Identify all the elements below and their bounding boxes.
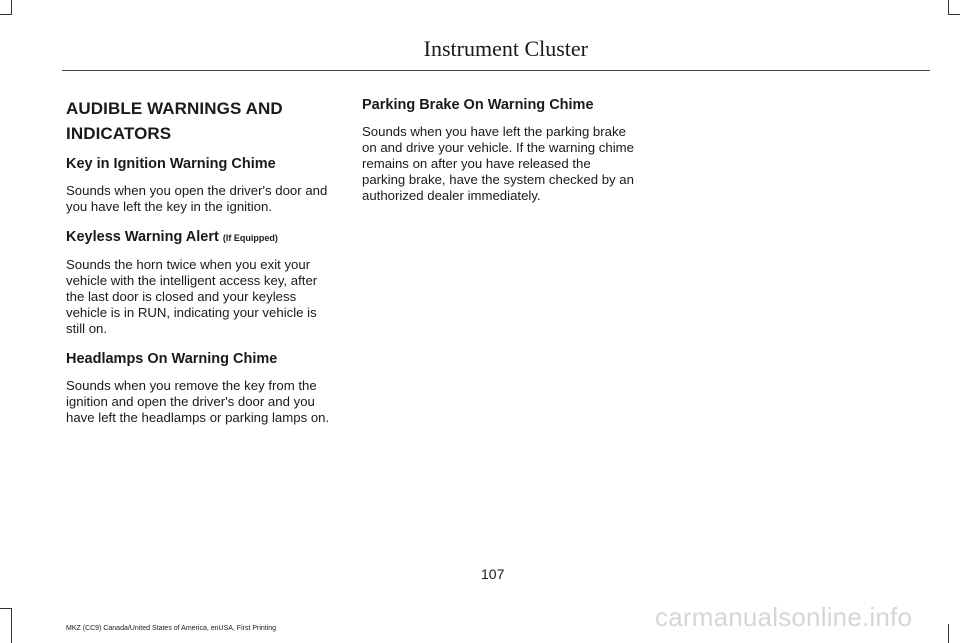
keyless-warning-qualifier: (If Equipped) — [222, 233, 278, 243]
parking-brake-heading: Parking Brake On Warning Chime — [362, 97, 594, 113]
crop-mark-top-right-horizontal — [948, 14, 960, 15]
crop-mark-bottom-left-horizontal — [0, 608, 12, 609]
crop-mark-bottom-right-vertical — [948, 624, 949, 643]
parking-brake-text: Sounds when you have left the parking brake on and drive your vehicle. If the warning chime remains on after you have released the parking brake, have the system checked by an authorized dealer immediately. — [362, 124, 634, 203]
keyless-warning-heading — [66, 227, 338, 248]
page-number: 107 — [481, 566, 505, 582]
section-title-line-2: INDICATORS — [66, 124, 172, 143]
left-column — [66, 96, 338, 438]
header-divider — [62, 70, 930, 71]
edition-footer: MKZ (CC9) Canada/United States of America, enUSA, First Printing — [66, 625, 277, 632]
watermark: carmanualsonline.info — [655, 602, 913, 632]
keyless-warning-title: Keyless Warning Alert — [66, 229, 219, 245]
key-in-ignition-heading: Key in Ignition Warning Chime — [66, 156, 276, 172]
crop-mark-top-left-vertical — [11, 0, 12, 15]
section-title-line-1: AUDIBLE WARNINGS AND — [66, 99, 283, 118]
page-header-title: Instrument Cluster — [423, 36, 588, 61]
keyless-warning-text: Sounds the horn twice when you exit your vehicle with the intelligent access key, after the last door is closed and your keyless vehicle is in RUN, indicating your vehicle is still on. — [66, 257, 318, 336]
crop-mark-top-left-horizontal — [0, 14, 12, 15]
headlamps-on-text: Sounds when you remove the key from the ignition and open the driver's door and you have left the headlamps or parking lamps on. — [66, 378, 330, 425]
section-title — [66, 96, 338, 146]
headlamps-on-heading: Headlamps On Warning Chime — [66, 351, 278, 367]
right-column — [362, 96, 634, 216]
key-in-ignition-text: Sounds when you open the driver's door and you have left the key in the ignition. — [66, 183, 328, 214]
crop-mark-top-right-vertical — [948, 0, 949, 15]
crop-mark-bottom-left-vertical — [11, 608, 12, 643]
